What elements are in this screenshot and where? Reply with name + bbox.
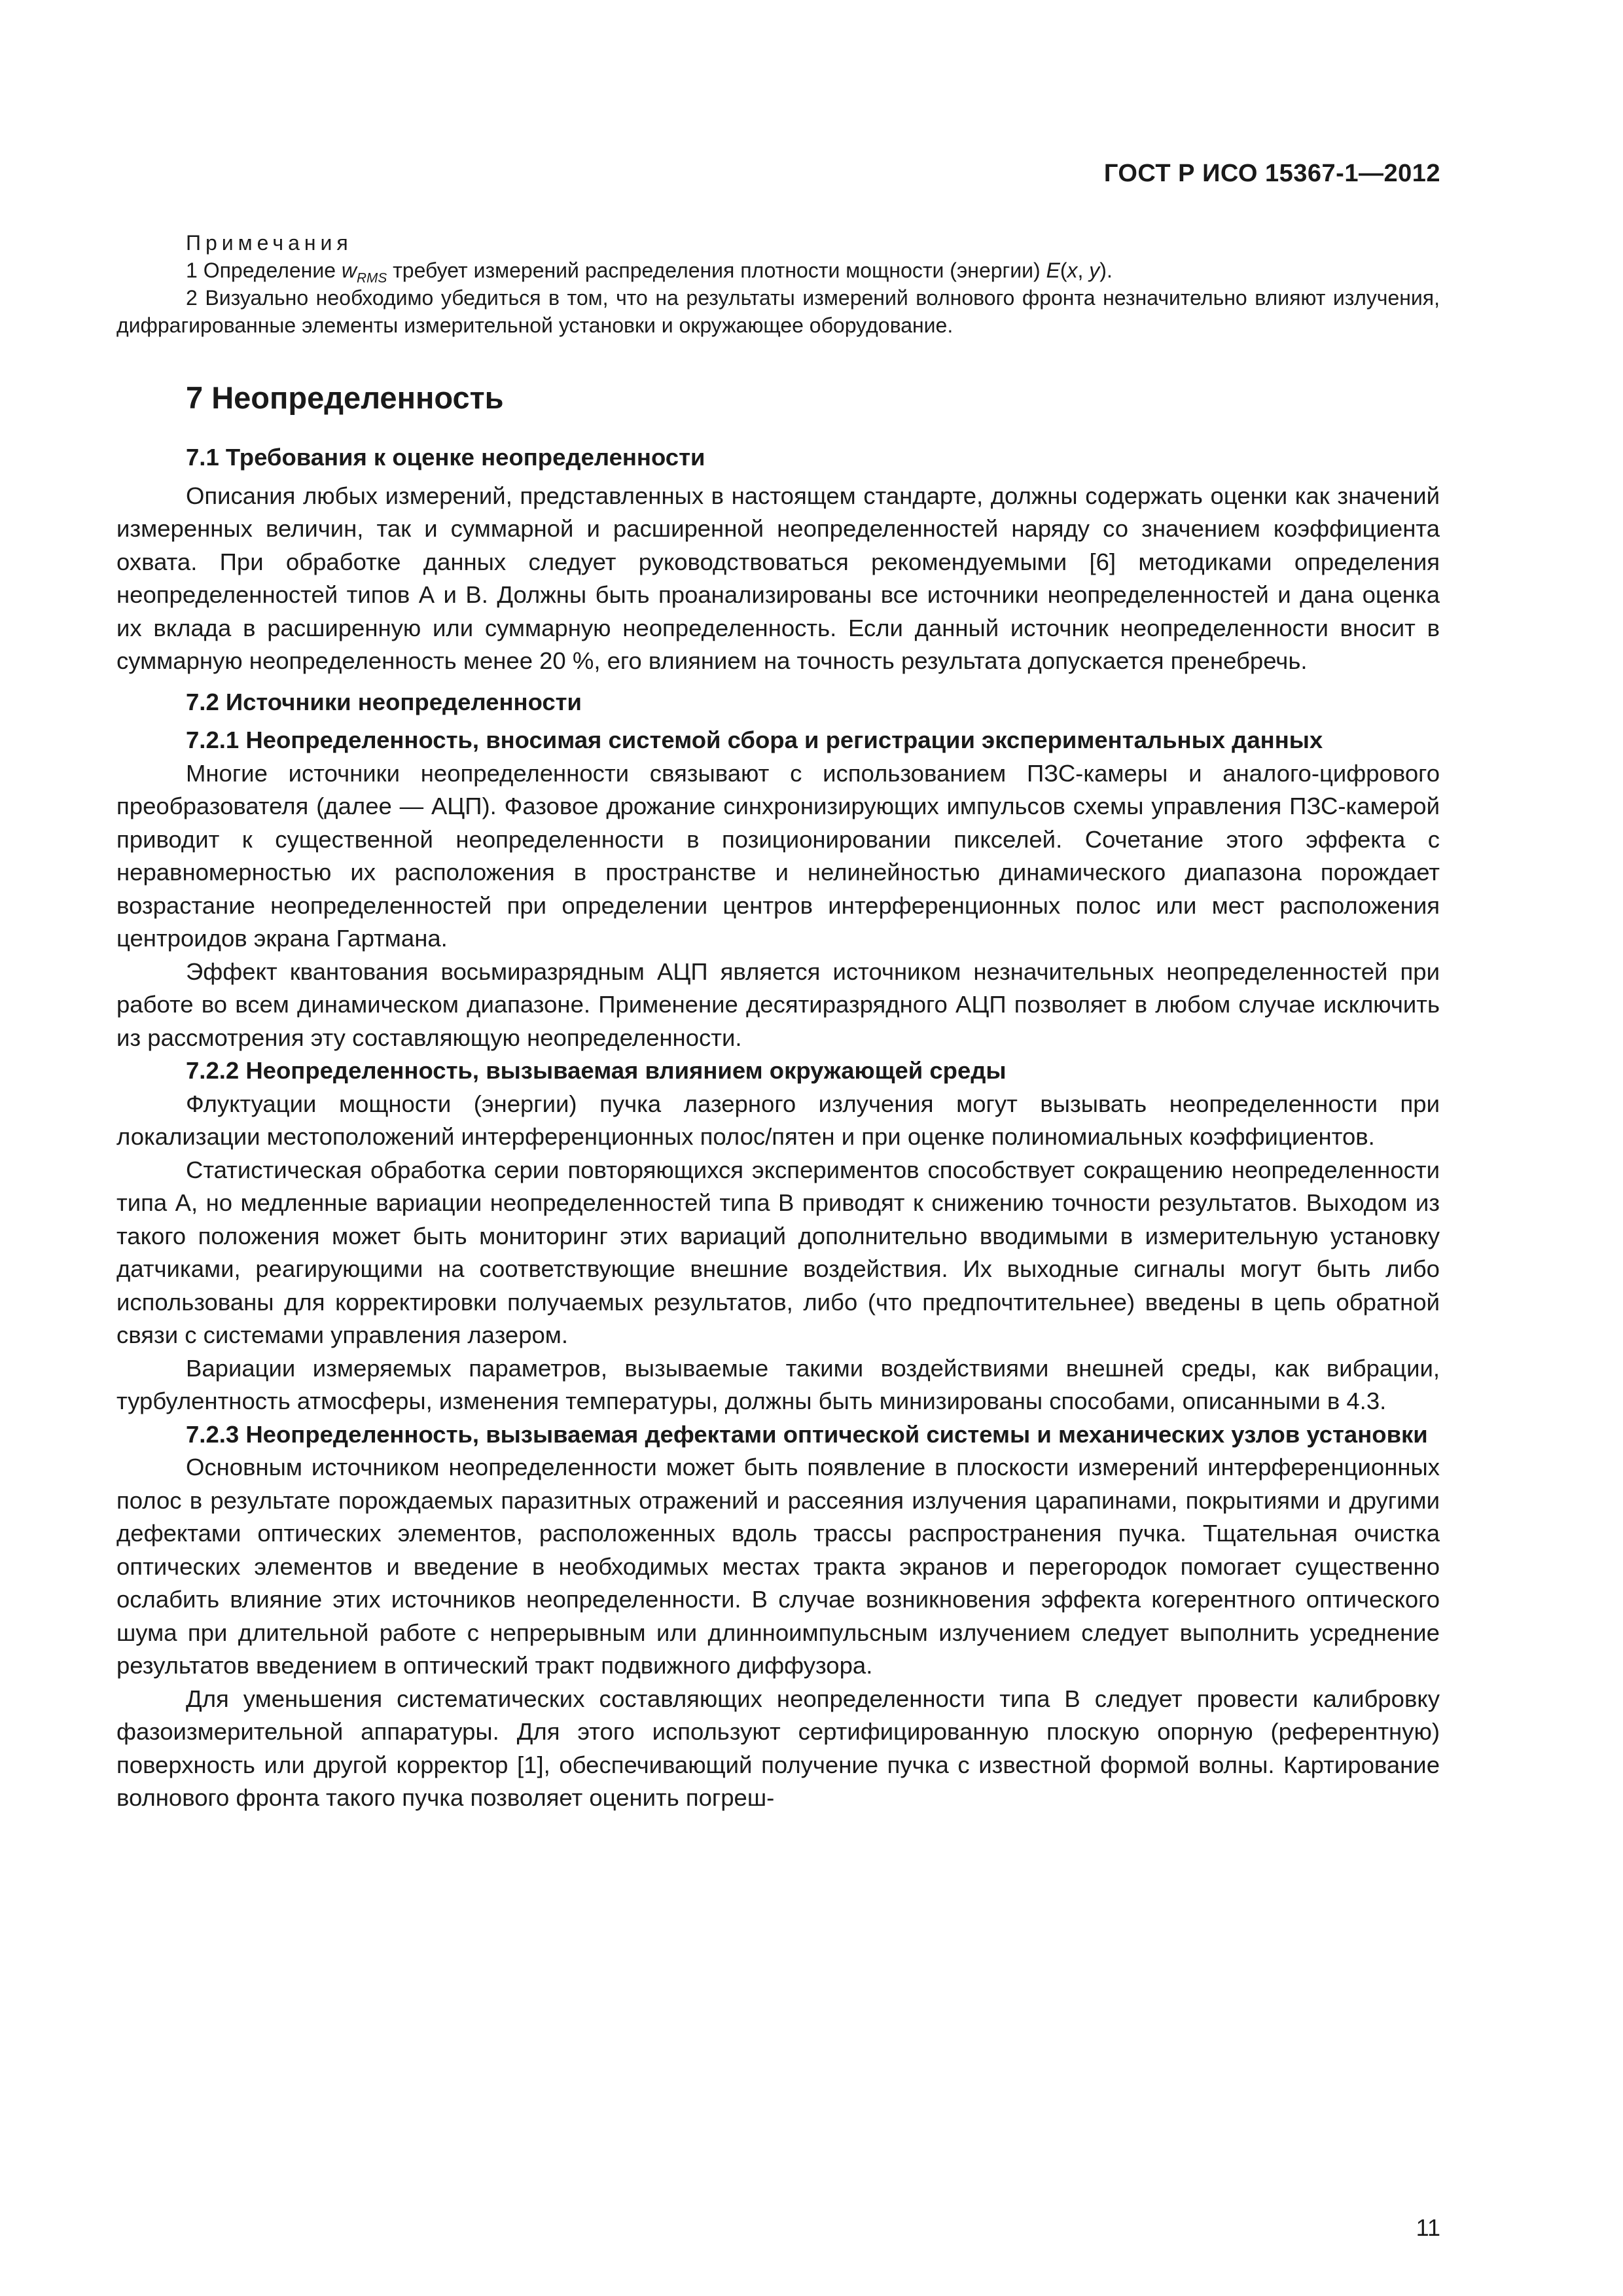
note-1-y: y [1089,259,1100,282]
section-7-1-title: 7.1 Требования к оценке неопределенности [186,444,705,471]
note-1-end: ). [1099,259,1113,282]
section-7-1-paragraph: Описания любых измерений, представленных в настоящем стандарте, должны содержать оценки как значений измеренных величин, так и суммарной и расширенной неопределенностей наряду со значением коэффициента охвата. При обработке данных следует руководствоваться рекомендуемыми [6] методиками определения неопределенностей типов А и В. Должны быть проанализированы все источники неопределенностей и дана оценка их вклада в расширенную или суммарную неопределенность. Если данный источник неопределенности вносит в суммарную неопределенность менее 20 %, его влиянием на точность результата допускается пренебречь. [116,482,1440,674]
document-header: ГОСТ Р ИСО 15367-1—2012 [1103,160,1440,187]
section-7-2-2-title: 7.2.2 Неопределенность, вызываемая влиянием окружающей среды [186,1057,1007,1084]
notes-block [116,229,1440,339]
section-7-2-1-paragraph-1: Многие источники неопределенности связывают с использованием ПЗС-камеры и аналого-цифрового преобразователя (далее — АЦП). Фазовое дрожание синхронизирующих импульсов схемы управления ПЗС-камерой приводит к существенной неопределенности в позиционировании пикселей. Сочетание этого эффекта с неравномерностью их расположения в пространстве и нелинейностью динамического диапазона порождает возрастание неопределенностей при определении центров интерференционных полос или мест расположения центроидов экрана Гартмана. [116,759,1440,952]
note-1-middle: требует измерений распределения плотности мощности (энергии) [387,259,1046,282]
section-7-title: 7 Неопределенность [186,380,504,415]
page-content [116,229,1440,1815]
notes-title: Примечания [186,231,353,255]
note-1-subscript: RMS [357,270,387,286]
section-7-2-1-title: 7.2.1 Неопределенность, вносимая системой сбора и регистрации экспериментальных данных [186,726,1323,753]
note-1-prefix: 1 Определение [186,259,342,282]
note-1-symbol: w [341,259,357,282]
note-1-x: x [1067,259,1078,282]
section-7-2-2-paragraph-2: Статистическая обработка серии повторяющихся экспериментов способствует сокращению неопределенности типа А, но медленные вариации неопределенностей типа В приводят к снижению точности результатов. Выходом из такого положения может быть мониторинг этих вариаций дополнительно вводимыми в измерительную установку датчиками, реагирующими на соответствующие внешние воздействия. Их выходные сигналы могут быть либо использованы для корректировки получаемых результатов, либо (что предпочтительнее) введены в цепь обратной связи с системами управления лазером. [116,1156,1440,1348]
section-7-2-title: 7.2 Источники неопределенности [186,688,582,715]
page-number: 11 [1416,2214,1440,2241]
section-7-2-3-paragraph-1: Основным источником неопределенности может быть появление в плоскости измерений интерференционных полос в результате порождаемых паразитных отражений и рассеяния излучения царапинами, покрытиями и другими дефектами оптических элементов, расположенных вдоль трассы распространения пучка. Тщательная очистка оптических элементов и введение в необходимых местах тракта экранов и перегородок помогает существенно ослабить влияние этих источников неопределенности. В случае возникновения эффекта когерентного оптического шума при длительной работе с непрерывным или длинноимпульсным излучением следует выполнить усреднение результатов введением в оптический тракт подвижного диффузора. [116,1454,1440,1679]
note-1-comma: , [1077,259,1090,282]
section-7-2-2-paragraph-1: Флуктуации мощности (энергии) пучка лазерного излучения могут вызывать неопределенности при локализации местоположений интерференционных полос/пятен и при оценке полиномиальных коэффициентов. [116,1090,1440,1150]
section-7-2-1-paragraph-2: Эффект квантования восьмиразрядным АЦП является источником незначительных неопределенностей при работе во всем динамическом диапазоне. Применение десятиразрядного АЦП позволяет в любом случае исключить из рассмотрения эту составляющую неопределенности. [116,958,1440,1051]
section-7-2-2-paragraph-3: Вариации измеряемых параметров, вызываемые такими воздействиями внешней среды, как вибрации, турбулентность атмосферы, изменения температуры, должны быть минизированы способами, описанными в 4.3. [116,1354,1440,1414]
section-7-2-3-paragraph-2: Для уменьшения систематических составляющих неопределенности типа В следует провести калибровку фазоизмерительной аппаратуры. Для этого используют сертифицированную плоскую опорную (референтную) поверхность или другой корректор [1], обеспечивающий получение пучка с известной формой волны. Картирование волнового фронта такого пучка позволяет оценить погреш- [116,1685,1440,1811]
note-1-func: E [1046,259,1060,282]
note-2: 2 Визуально необходимо убедиться в том, что на результаты измерений волнового фронта незначительно влияют излучения, дифрагированные элементы измерительной установки и окружающее оборудование. [116,286,1440,337]
section-7-2-3-title: 7.2.3 Неопределенность, вызываемая дефектами оптической системы и механических узлов установки [186,1420,1428,1448]
note-1 [116,257,1440,284]
note-1-paren: ( [1060,259,1067,282]
